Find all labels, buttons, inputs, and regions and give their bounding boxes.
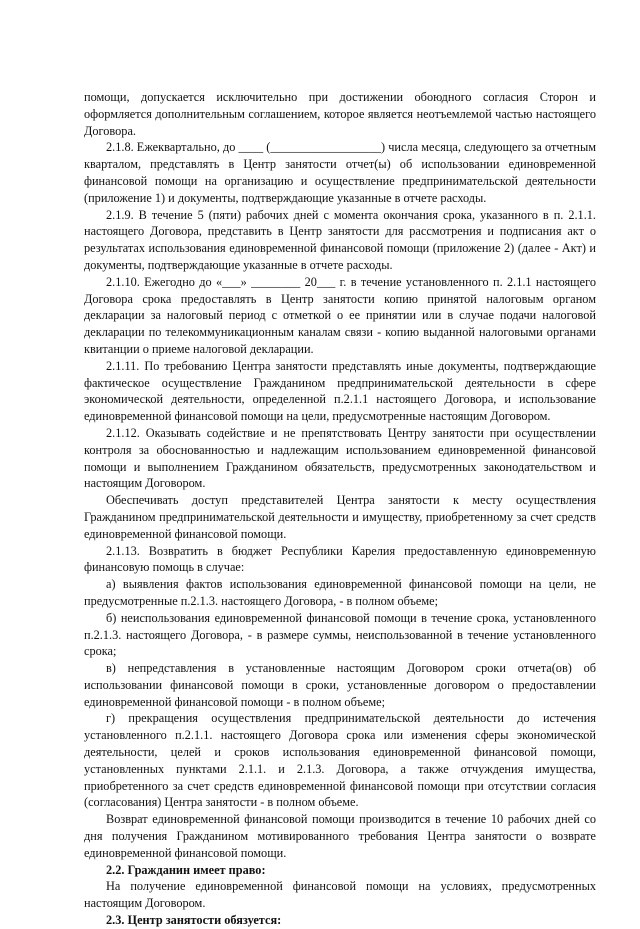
clause-2-1-13-v: в) непредставления в установленные настоящим Договором сроки отчета(ов) об использовании финансовой помощи в сроки, установленные договором о предоставлении единовременной финансовой помощи - в полном объеме;: [84, 661, 596, 709]
paragraph-continuation: помощи, допускается исключительно при достижении обоюдного согласия Сторон и оформляется дополнительным соглашением, которое является неотъемлемой частью настоящего Договора.: [84, 90, 596, 138]
clause-2-1-11: 2.1.11. По требованию Центра занятости представлять иные документы, подтверждающие фактическое осуществление Гражданином предпринимательской деятельности в сфере экономической деятельности, определенной п.2.1.1 настоящего Договора, и использование единовременной финансовой помощи на цели, предусмотренные настоящим Договором.: [84, 358, 596, 424]
clause-2-1-13-b: б) неиспользования единовременной финансовой помощи в течение срока, установленного п.2.1.3. настоящего Договора, - в размере суммы, неиспользованной в течение установленного срока;: [84, 610, 596, 659]
citizen-right: На получение единовременной финансовой помощи на условиях, предусмотренных настоящим Договором.: [84, 879, 596, 911]
refund-terms: Возврат единовременной финансовой помощи производится в течение 10 рабочих дней со дня получения Гражданином мотивированного требования Центра занятости о возврате единовременной финансовой помощи.: [84, 812, 596, 860]
clause-2-1-13-a: а) выявления фактов использования единовременной финансовой помощи на цели, не предусмотренные п.2.1.3. настоящего Договора, - в полном объеме;: [84, 577, 596, 608]
clause-2-1-12-access: Обеспечивать доступ представителей Центра занятости к месту осуществления Гражданином предпринимательской деятельности и имуществу, приобретенному за счет средств единовременной финансовой помощи.: [84, 493, 596, 541]
clause-2-1-13-g: г) прекращения осуществления предпринимательской деятельности до истечения установленного п.2.1.1. настоящего Договора срока или изменения сферы экономической деятельности, целей и сроков использования единовременной финансовой помощи, установленных пунктами 2.1.1. и 2.1.3. Договора, а также отчуждения имущества, приобретенного за счет средств единовременной финансовой помощи при отсутствии согласия (согласования) Центра занятости - в полном объеме.: [84, 711, 596, 810]
clause-2-1-12: 2.1.12. Оказывать содействие и не препятствовать Центру занятости при осуществлении контроля за обоснованностью и надлежащим использованием единовременной финансовой помощи и выполнением Гражданином обязательств, предусмотренных законодательством и настоящим Договором.: [84, 425, 596, 491]
section-heading-2-3: 2.3. Центр занятости обязуется:: [106, 913, 282, 928]
section-heading-2-2: 2.2. Гражданин имеет право:: [106, 862, 266, 877]
clause-2-1-10: 2.1.10. Ежегодно до «___» ________ 20___ г. в течение установленного п. 2.1.1 настоящего Договора срока предоставлять в Центр занятости копию принятой налоговым органом декларации за налоговый период с отметкой о ее принятии или в случае подачи налоговой декларации по телекоммуникационным каналам связи - копию выданной налоговыми органами квитанции о приеме налоговой декларации.: [84, 274, 596, 356]
clause-2-1-8: 2.1.8. Ежеквартально, до ____ (__________________) числа месяца, следующего за отчетным кварталом, представлять в Центр занятости отчет(ы) об использовании единовременной финансовой помощи на организацию и осуществление предпринимательской деятельности (приложение 1) и документы, подтверждающие указанные в отчете расходы.: [84, 140, 596, 205]
clause-2-1-13: 2.1.13. Возвратить в бюджет Республики Карелия предоставленную единовременную финансовую помощь в случае:: [84, 543, 596, 575]
clause-2-1-9: 2.1.9. В течение 5 (пяти) рабочих дней с момента окончания срока, указанного в п. 2.1.1. настоящего Договора, представить в Центр занятости для рассмотрения и подписания акт о результатах использования единовременной финансовой помощи (приложение 2) (далее - Акт) и документы, подтверждающие указанные в отчете расходы.: [84, 207, 596, 272]
